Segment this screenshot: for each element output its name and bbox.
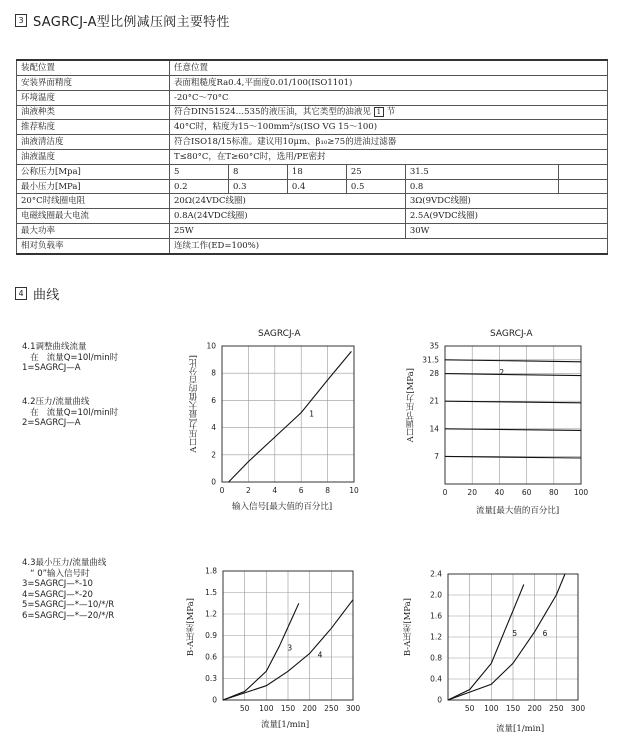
x-tick-label: 100 (484, 704, 499, 713)
table-row (17, 194, 608, 209)
chart-min-pressure-left (205, 566, 361, 713)
x-tick-label: 150 (280, 704, 296, 713)
x-tick-label: 20 (467, 488, 477, 497)
row-label: 推荐粘度 (17, 120, 170, 135)
min-pressure-value: 0.5 (346, 179, 405, 194)
y-tick-label: 14 (429, 424, 439, 434)
power-value: 25W (170, 224, 406, 239)
plot-frame (445, 346, 581, 484)
row-value: 40°C时，粘度为15～100mm²/s(ISO VG 15～100) (170, 120, 608, 135)
section-title: SAGRCJ-A型比例减压阀主要特性 (33, 15, 230, 30)
y-tick-label: 1.2 (430, 632, 442, 642)
y-tick-label: 8 (211, 368, 216, 378)
series-label: 2 (499, 367, 505, 377)
table-row (17, 179, 608, 194)
table-row (17, 105, 608, 120)
x-tick-label: 200 (527, 704, 542, 713)
resistance-value: 20Ω(24VDC线圈) (170, 194, 406, 209)
y-tick-label: 21 (429, 396, 439, 406)
series-line-5 (448, 585, 524, 701)
y-tick-label: 10 (206, 341, 216, 351)
series-label: 4 (317, 650, 323, 660)
x-tick-label: 0 (442, 488, 448, 497)
chart-y-label: A口调节压力[MPa] (406, 368, 416, 443)
y-tick-label: 31.5 (422, 355, 439, 365)
min-pressure-value: 0.8 (405, 179, 558, 194)
y-tick-label: 2.4 (430, 569, 442, 579)
y-tick-label: 1.8 (205, 566, 217, 576)
row-value-cell (170, 105, 608, 120)
chart-y-label: B-A压差[MPa] (186, 598, 196, 657)
y-tick-label: 0.8 (430, 653, 442, 663)
min-pressure-value: 0.4 (287, 179, 346, 194)
chart-adjust-curve (206, 341, 359, 495)
row-label: 20°C时线圈电阻 (17, 194, 170, 209)
chart-x-label: 流量[1/min] (496, 724, 545, 734)
x-tick-label: 250 (324, 704, 339, 713)
y-tick-label: 0 (212, 695, 217, 705)
y-tick-label: 2.0 (430, 590, 442, 600)
pressure-value: 8 (228, 164, 287, 179)
x-tick-label: 100 (259, 704, 274, 713)
y-tick-label: 35 (429, 341, 439, 351)
row-label: 油液清洁度 (17, 135, 170, 150)
table-row (17, 120, 608, 135)
table-row (17, 238, 608, 254)
row-label: 油液种类 (17, 105, 170, 120)
row-value: 任意位置 (170, 60, 608, 75)
chart-x-label: 流量[1/min] (261, 720, 310, 730)
min-pressure-value: 0.3 (228, 179, 287, 194)
x-tick-label: 8 (325, 486, 330, 495)
row-value: -20°C～70°C (170, 90, 608, 105)
y-tick-label: 0.3 (205, 674, 217, 683)
row-label: 油液温度 (17, 150, 170, 165)
row-label: 装配位置 (17, 60, 170, 75)
note-pressure-flow: 4.2压力/流量曲线 在 流量Q=10l/min时 2=SAGRCJ—A (22, 397, 119, 428)
chart-min-pressure-right (430, 569, 586, 713)
series-line-1 (229, 351, 352, 482)
row-label: 最大功率 (17, 224, 170, 239)
chart-svg (422, 341, 589, 497)
x-tick-label: 300 (570, 704, 586, 713)
section-number: 3 (15, 14, 27, 27)
x-tick-label: 2 (246, 486, 251, 495)
y-tick-label: 0.4 (430, 674, 442, 684)
table-row (17, 60, 608, 75)
section-title: 曲线 (33, 288, 60, 303)
x-tick-label: 60 (521, 488, 532, 497)
pressure-value: 18 (287, 164, 346, 179)
series-label: 6 (542, 628, 548, 638)
table-row (17, 209, 608, 224)
empty-cell (558, 164, 607, 179)
row-value: 表面粗糙度Ra0.4,平面度0.01/100(ISO1101) (170, 75, 608, 90)
chart-y-label: A口压力[最大值的百分比] (189, 355, 199, 453)
x-tick-label: 50 (464, 704, 475, 713)
series-label: 5 (512, 628, 518, 638)
row-value: T≤80°C，在T≥60°C时，选用/PE密封 (170, 150, 608, 165)
section-reference: 1 (374, 107, 384, 117)
empty-cell (558, 179, 607, 194)
row-label: 最小压力[MPa] (17, 179, 170, 194)
table-row (17, 90, 608, 105)
y-tick-label: 2 (211, 450, 216, 460)
x-tick-label: 0 (219, 486, 225, 495)
chart-title: SAGRCJ-A (490, 329, 533, 339)
x-tick-label: 40 (494, 488, 505, 497)
y-tick-label: 0 (437, 695, 442, 705)
pressure-value: 31.5 (405, 164, 558, 179)
y-tick-label: 6 (211, 395, 216, 405)
table-row (17, 150, 608, 165)
table-row (17, 164, 608, 179)
y-tick-label: 7 (434, 451, 439, 461)
y-tick-label: 1.2 (205, 609, 217, 619)
x-tick-label: 50 (239, 704, 250, 713)
chart-title: SAGRCJ-A (258, 329, 301, 339)
pressure-value: 5 (170, 164, 229, 179)
y-tick-label: 0.9 (205, 631, 217, 640)
x-tick-label: 200 (302, 704, 317, 713)
chart-y-label: B-A压差[MPa] (403, 598, 413, 657)
table-row (17, 224, 608, 239)
section-3-heading (15, 11, 230, 30)
current-value: 0.8A(24VDC线圈) (170, 209, 406, 224)
y-tick-label: 1.5 (205, 588, 217, 597)
row-label: 安装界面精度 (17, 75, 170, 90)
x-tick-label: 250 (549, 704, 564, 713)
section-number: 4 (15, 287, 27, 300)
plot-frame (222, 346, 354, 482)
resistance-value: 3Ω(9VDC线圈) (405, 194, 607, 209)
table-row (17, 75, 608, 90)
chart-svg (205, 566, 361, 713)
section-4-heading (15, 284, 60, 303)
x-tick-label: 6 (298, 486, 304, 495)
note-min-pressure: 4.3最小压力/流量曲线 “ 0”输入信号时 3=SAGRCJ—*-10 4=SAGRCJ—*-20 5=SAGRCJ—*—10/*/R 6=SAGRCJ—*—20/*/R (22, 558, 115, 621)
x-tick-label: 4 (272, 486, 278, 495)
duty-value: 连续工作(ED=100%) (170, 238, 608, 254)
row-suffix: 节 (386, 107, 396, 118)
y-tick-label: 4 (211, 423, 216, 433)
row-label: 环境温度 (17, 90, 170, 105)
current-value: 2.5A(9VDC线圈) (405, 209, 607, 224)
row-value: 符合DIN51524…535的液压油，其它类型的油液见 (174, 107, 371, 118)
y-tick-label: 0.6 (205, 652, 217, 662)
table-row (17, 135, 608, 150)
y-tick-label: 1.6 (430, 611, 442, 621)
row-label: 电磁线圈最大电流 (17, 209, 170, 224)
row-value: 符合ISO18/15标准。建议用10μm、β₁₀≥75的进油过滤器 (170, 135, 608, 150)
pressure-value: 25 (346, 164, 405, 179)
chart-svg (206, 341, 359, 495)
x-tick-label: 10 (349, 486, 359, 495)
chart-pressure-flow (422, 341, 589, 497)
x-tick-label: 100 (573, 488, 589, 497)
y-tick-label: 28 (429, 369, 439, 379)
x-tick-label: 80 (549, 488, 559, 497)
note-adjust-curve: 4.1调整曲线流量 在 流量Q=10l/min时 1=SAGRCJ—A (22, 342, 119, 373)
x-tick-label: 300 (345, 704, 361, 713)
spec-table (16, 59, 608, 255)
chart-x-label: 流量[最大值的百分比] (476, 506, 560, 516)
series-label: 3 (287, 643, 293, 653)
power-value: 30W (405, 224, 607, 239)
row-label: 相对负载率 (17, 238, 170, 254)
chart-svg (430, 569, 586, 713)
row-label: 公称压力[Mpa] (17, 164, 170, 179)
series-label: 1 (309, 409, 314, 419)
x-tick-label: 150 (505, 704, 521, 713)
chart-x-label: 输入信号[最大值的百分比] (232, 502, 333, 512)
y-tick-label: 0 (211, 477, 216, 487)
min-pressure-value: 0.2 (170, 179, 229, 194)
